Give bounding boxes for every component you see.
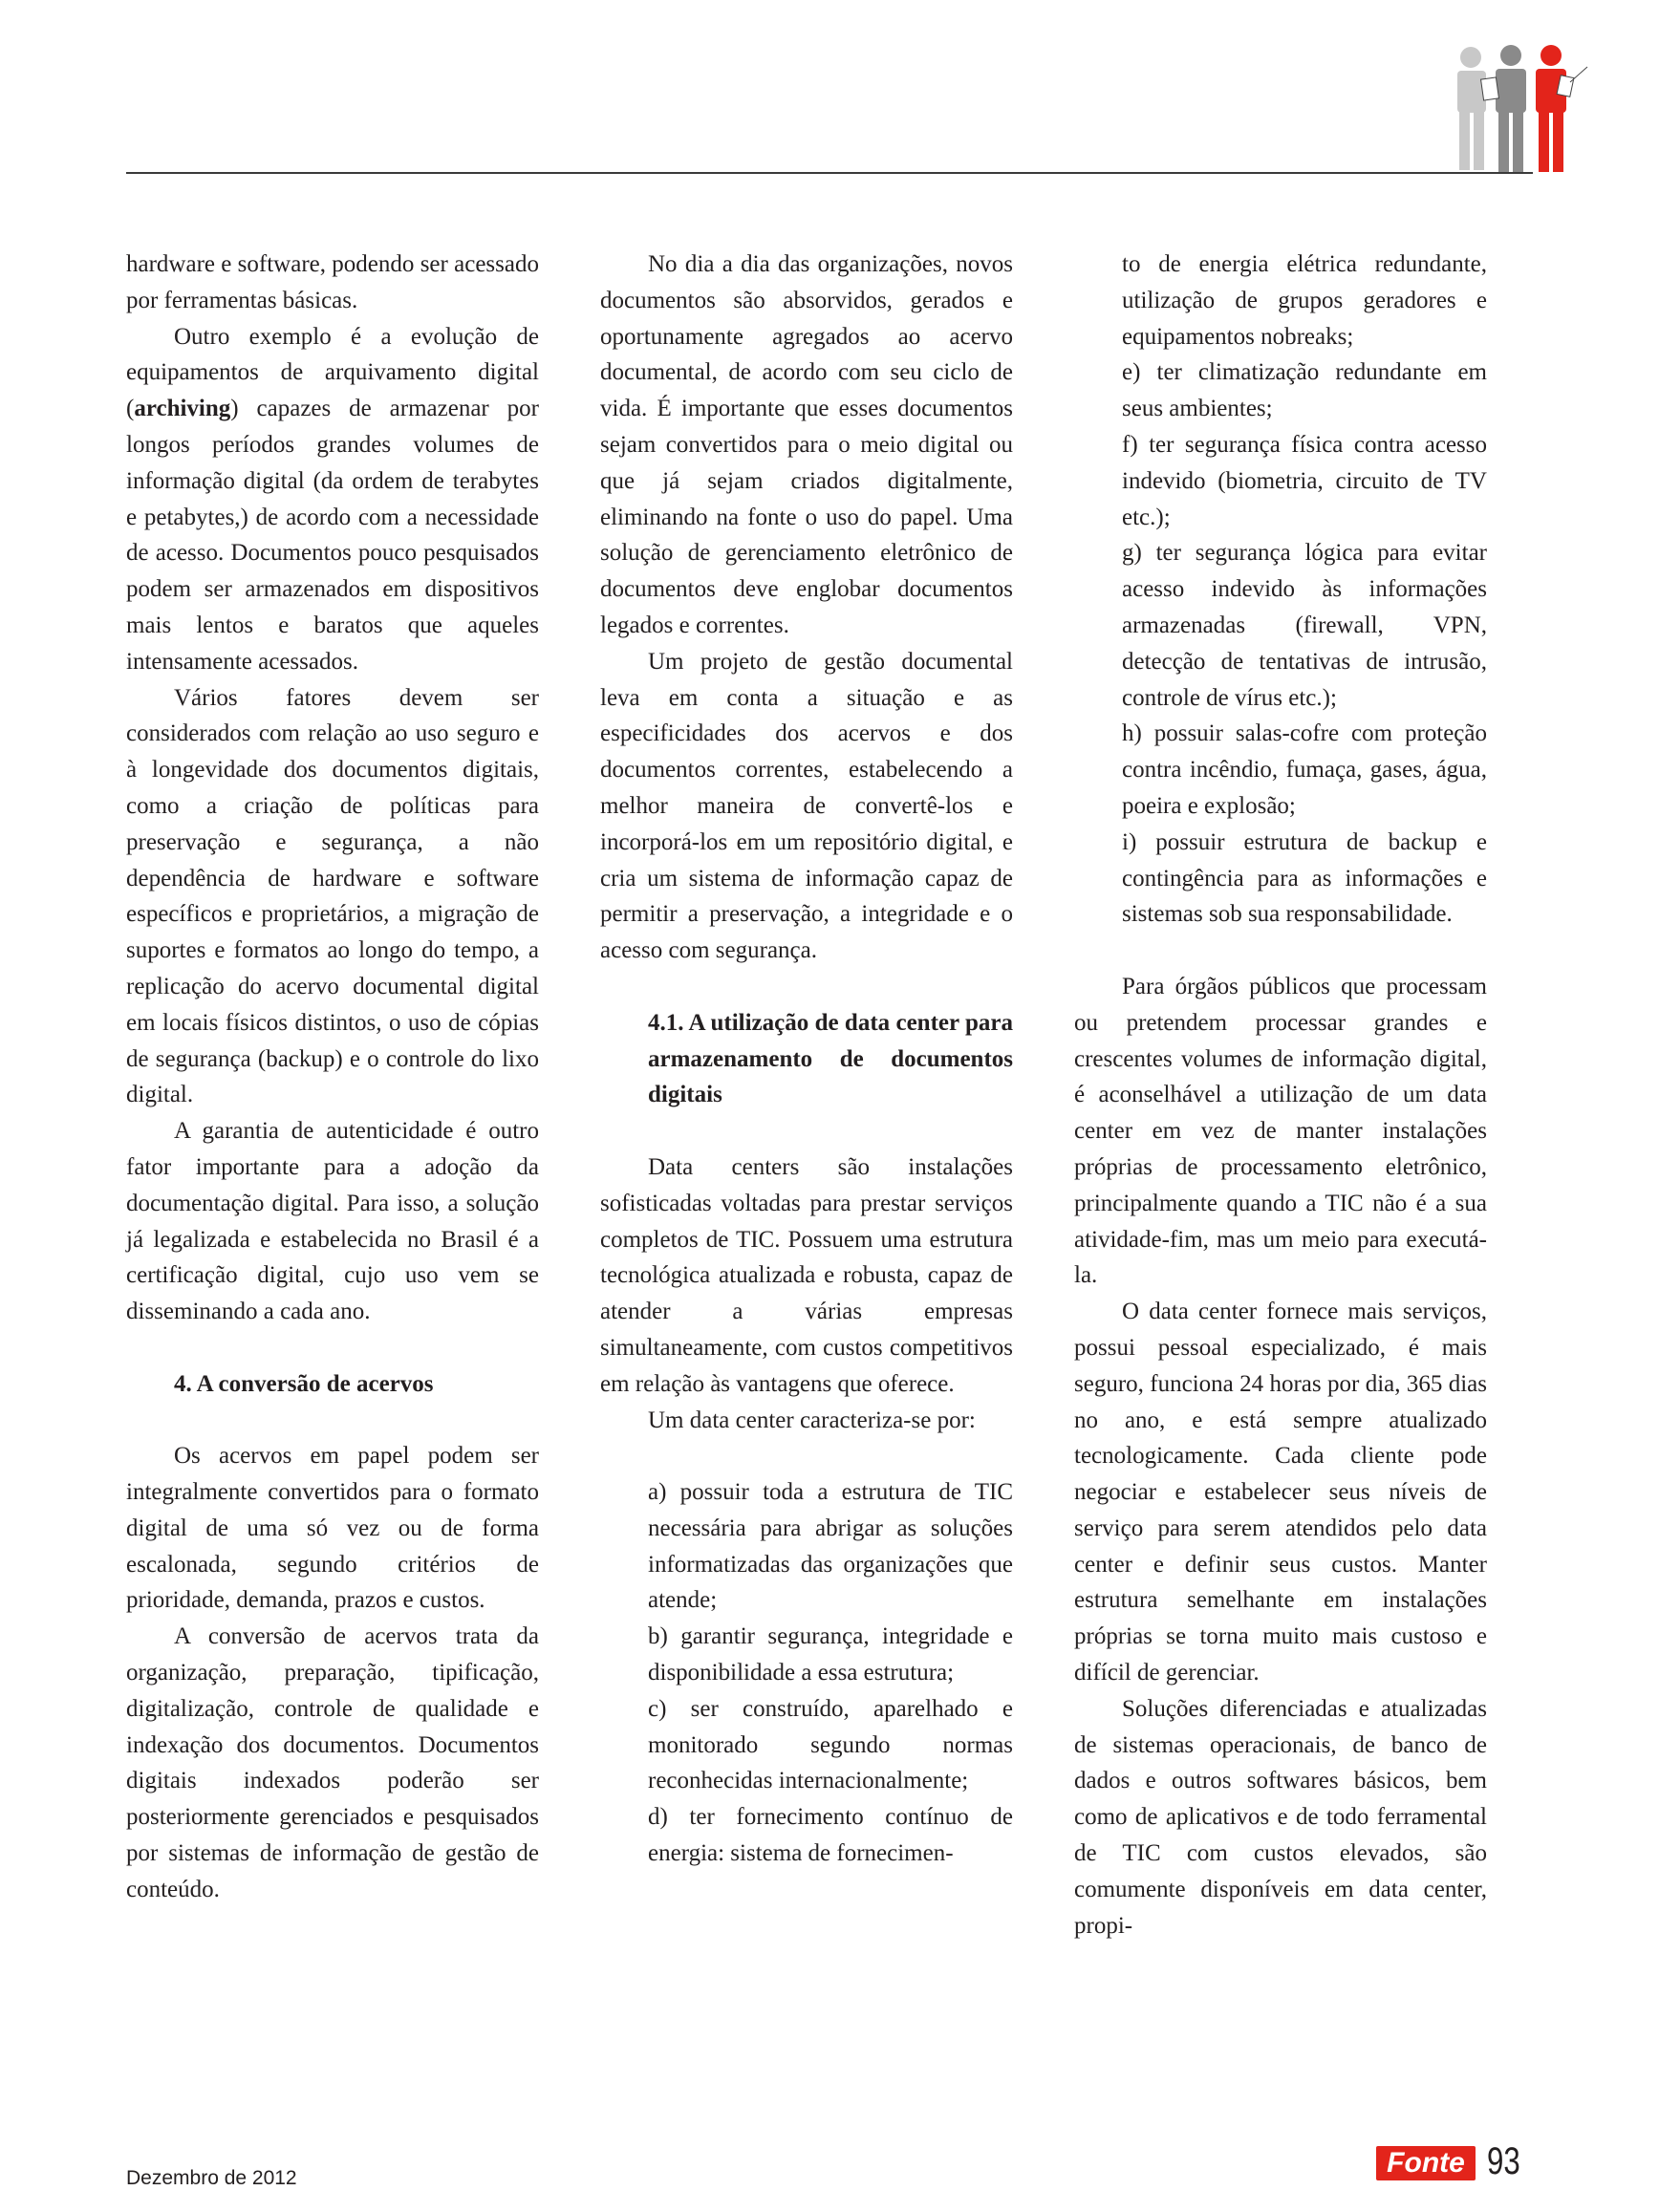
paragraph: A garantia de autenticidade é outro fator importante para a adoção da documentação digital. Para isso, a solução já legalizada e estabelecida no Brasil é a certificação digital, cujo uso vem se disseminando a cada ano. [126,1118,539,1325]
list-item: i) possuir estrutura de backup e contingência para as informações e sistemas sob sua responsabilidade. [1122,828,1487,928]
paragraph: Um data center caracteriza-se por: [648,1407,976,1433]
section-heading: 4. A conversão de acervos [174,1370,434,1397]
paragraph: Vários fatores devem ser considerados com relação ao uso seguro e à longevidade dos documentos digitais, como a criação de políticas para preservação e segurança, a não dependência de hardware e software específicos e proprietários, a migração de suportes e formatos ao longo do tempo, a replicação do acervo documental digital em locais físicos distintos, o uso de cópias de segurança (backup) e o controle do lixo digital. [126,684,539,1108]
text-span: Outro exemplo é a evolução de equipamentos de arquivamento digital ( [126,323,539,422]
paragraph: hardware e software, podendo ser acessado por ferramentas básicas. [126,251,539,313]
list-item: d) ter fornecimento contínuo de energia: sistema de fornecimen- [648,1804,1013,1867]
column-1 [126,247,539,1908]
spacer [126,1330,539,1366]
paragraph: Soluções diferenciadas e atualizadas de sistemas operacionais, de banco de dados e outros softwares básicos, bem como de aplicativos e de todo ferramental de TIC com custos elevados, são comumente disponíveis em data center, propi- [1074,1695,1487,1939]
section-heading: 4.1. A utilização de data center para armazenamento de documentos digitais [648,1009,1013,1108]
paragraph: A conversão de acervos trata da organização, preparação, tipificação, digitalização, controle de qualidade e indexação dos documentos. Documentos digitais indexados poderão ser posteriormente gerenciados e pesquisados por sistemas de informação de gestão de conteúdo. [126,1623,539,1902]
paragraph: Para órgãos públicos que processam ou pretendem processar grandes e crescentes volumes de informação digital, é aconselhável a utilização de um data center em vez de manter instalações próprias de processamento eletrônico, principalmente quando a TIC não é a sua atividade-fim, mas um meio para executá-la. [1074,973,1487,1289]
list-item: e) ter climatização redundante em seus ambientes; [1122,359,1487,422]
spacer [600,969,1013,1005]
list-item: g) ter segurança lógica para evitar acesso indevido às informações armazenadas (firewall, VPN, detecção de tentativas de intrusão, controle de vírus etc.); [1122,540,1487,711]
list-item: f) ter segurança física contra acesso indevido (biometria, circuito de TV etc.); [1122,431,1487,530]
spacer [1074,933,1487,969]
page-number: 93 [1487,2140,1520,2182]
paragraph: Data centers são instalações sofisticadas voltadas para prestar serviços completos de TIC. Possuem uma estrutura tecnológica atualizada e robusta, capaz de atender a várias empresas simultaneamente, com custos competitivos em relação às vantagens que oferece. [600,1153,1013,1397]
header-rule [126,172,1533,174]
issue-date: Dezembro de 2012 [126,2167,297,2189]
list-item: a) possuir toda a estrutura de TIC necessária para abrigar as soluções informatizadas das organizações que atende; [648,1479,1013,1614]
column-3 [1074,247,1487,1944]
list-item: h) possuir salas-cofre com proteção contra incêndio, fumaça, gases, água, poeira e explosão; [1122,720,1487,819]
paragraph [126,319,539,680]
list [1074,247,1487,933]
bold-term: archiving [134,396,231,422]
list-item: c) ser construído, aparelhado e monitorado segundo normas reconhecidas internacionalmente; [648,1695,1013,1794]
text-span: ) capazes de armazenar por longos períodos grandes volumes de informação digital (da ordem de terabytes e petabytes,) de acordo com a necessidade de acesso. Documentos pouco pesquisados podem ser armazenados em dispositivos mais lentos e baratos que aqueles intensamente acessados. [126,396,539,675]
spacer [600,1113,1013,1149]
list-item: to de energia elétrica redundante, utilização de grupos geradores e equipamentos nobreaks; [1122,251,1487,350]
list-item: b) garantir segurança, integridade e disponibilidade a essa estrutura; [648,1623,1013,1686]
paragraph: No dia a dia das organizações, novos documentos são absorvidos, gerados e oportunamente agregados ao acervo documental, de acordo com seu ciclo de vida. É importante que esses documentos sejam convertidos para o meio digital ou que já sejam criados digitalmente, eliminando na fonte o uso do papel. Uma solução de gerenciamento eletrônico de documentos deve englobar documentos legados e correntes. [600,251,1013,638]
column-2 [600,247,1013,1872]
paragraph: O data center fornece mais serviços, possui pessoal especializado, é mais seguro, funciona 24 horas por dia, 365 dias no ano, e está sempre atualizado tecnologicamente. Cada cliente pode negociar e estabelecer seus níveis de serviço para serem atendidos pelo data center e definir seus custos. Manter estrutura semelhante em instalações próprias se torna muito mais custoso e difícil de gerenciar. [1074,1299,1487,1686]
spacer [126,1403,539,1439]
paragraph: Um projeto de gestão documental leva em conta a situação e as especificidades dos acervos e dos documentos correntes, estabelecendo a melhor maneira de convertê-los e incorporá-los em um repositório digital, e cria um sistema de informação capaz de permitir a preservação, a integridade e o acesso com segurança. [600,648,1013,964]
spacer [600,1438,1013,1474]
paragraph: Os acervos em papel podem ser integralmente convertidos para o formato digital de uma só vez ou de forma escalonada, segundo critérios de prioridade, demanda, prazos e custos. [126,1443,539,1614]
magazine-logo-people-icon [1448,44,1591,178]
list [600,1474,1013,1872]
brand-badge: Fonte [1376,2146,1476,2180]
